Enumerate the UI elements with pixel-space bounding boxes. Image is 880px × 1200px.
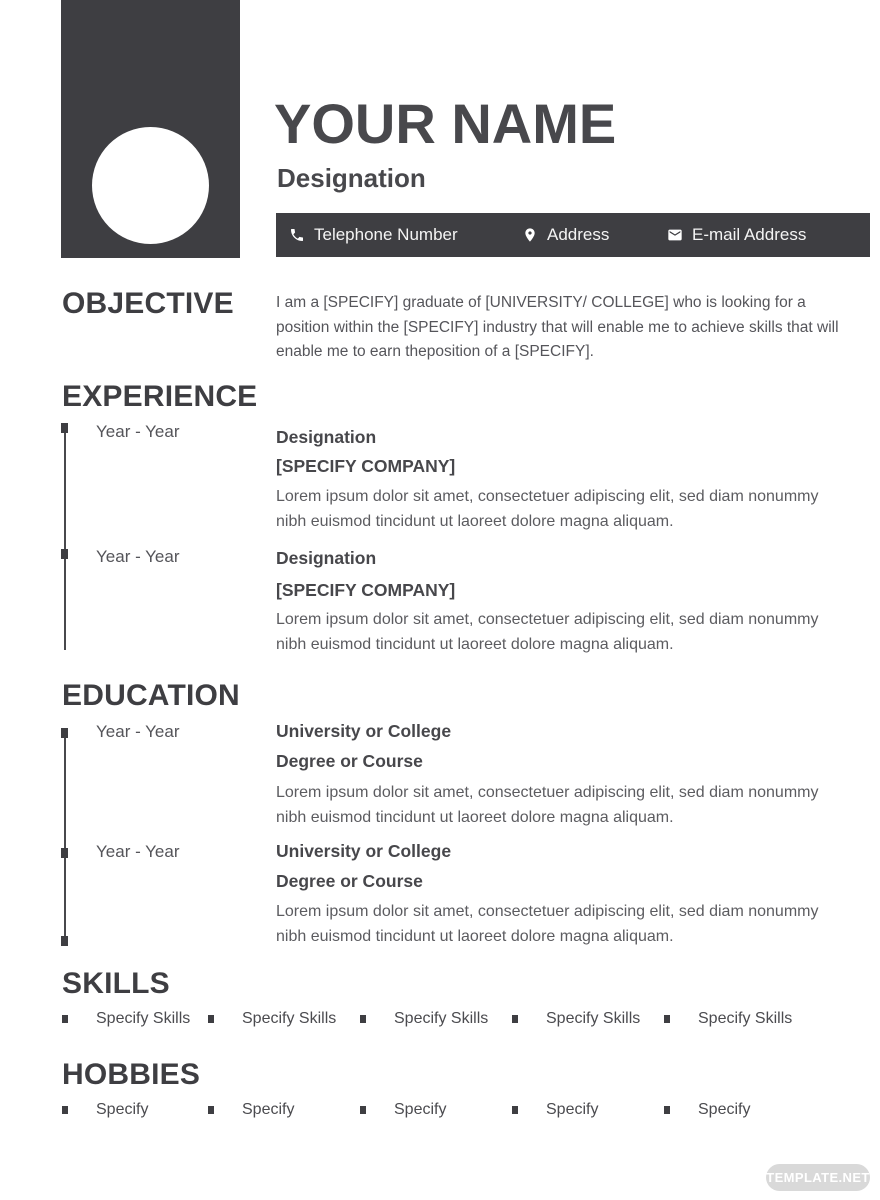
template-net-logo: TEMPLATE.NET bbox=[766, 1170, 870, 1185]
experience-description: Lorem ipsum dolor sit amet, consectetuer adipiscing elit, sed diam nonummy nibh euismod tincidunt ut laoreet dolore magna aliquam. bbox=[276, 488, 819, 530]
education-degree: Degree or Course bbox=[276, 871, 423, 891]
hobby-label: Specify bbox=[394, 1101, 447, 1118]
square-bullet-icon bbox=[208, 1015, 214, 1023]
square-bullet-icon bbox=[62, 1015, 68, 1023]
skill-label: Specify Skills bbox=[242, 1010, 337, 1027]
skill-item bbox=[62, 1010, 190, 1028]
profile-photo-placeholder bbox=[61, 0, 240, 258]
square-bullet-icon bbox=[360, 1015, 366, 1023]
hobby-item bbox=[664, 1101, 750, 1119]
experience-title: Designation bbox=[276, 427, 377, 447]
experience-company: [SPECIFY COMPANY] bbox=[276, 580, 456, 600]
avatar bbox=[92, 127, 209, 244]
location-icon bbox=[522, 227, 538, 243]
square-bullet-icon bbox=[62, 1106, 68, 1114]
timeline-marker bbox=[61, 936, 68, 946]
experience-timeline-line bbox=[64, 426, 66, 650]
education-school: University or College bbox=[276, 721, 452, 741]
contact-item-telephone bbox=[289, 213, 458, 257]
designation: Designation bbox=[277, 163, 426, 193]
phone-icon bbox=[289, 227, 305, 243]
education-degree: Degree or Course bbox=[276, 751, 423, 771]
contact-item-address bbox=[522, 213, 609, 257]
template-net-badge bbox=[766, 1164, 870, 1191]
education-description: Lorem ipsum dolor sit amet, consectetuer adipiscing elit, sed diam nonummy nibh euismod tincidunt ut laoreet dolore magna aliquam. bbox=[276, 903, 819, 945]
contact-label-address: Address bbox=[547, 225, 610, 244]
hobby-label: Specify bbox=[546, 1101, 599, 1118]
experience-heading: EXPERIENCE bbox=[62, 380, 258, 413]
timeline-marker bbox=[61, 549, 68, 559]
skill-label: Specify Skills bbox=[394, 1010, 489, 1027]
skill-label: Specify Skills bbox=[546, 1010, 641, 1027]
timeline-marker bbox=[61, 848, 68, 858]
hobby-label: Specify bbox=[242, 1101, 295, 1118]
square-bullet-icon bbox=[512, 1015, 518, 1023]
skill-item bbox=[360, 1010, 488, 1028]
experience-period: Year - Year bbox=[96, 422, 180, 441]
objective-text: I am a [SPECIFY] graduate of [UNIVERSITY/ COLLEGE] who is looking for a position within the [SPECIFY] industry that will enable me to achieve skills that will enable me to earn theposition of a [SPECIFY]. bbox=[276, 294, 839, 360]
square-bullet-icon bbox=[208, 1106, 214, 1114]
hobby-label: Specify bbox=[698, 1101, 751, 1118]
skill-item bbox=[208, 1010, 336, 1028]
square-bullet-icon bbox=[360, 1106, 366, 1114]
education-description: Lorem ipsum dolor sit amet, consectetuer adipiscing elit, sed diam nonummy nibh euismod tincidunt ut laoreet dolore magna aliquam. bbox=[276, 784, 819, 826]
hobbies-heading: HOBBIES bbox=[62, 1058, 201, 1091]
skill-item bbox=[512, 1010, 640, 1028]
page-title: YOUR NAME bbox=[274, 92, 617, 155]
experience-company: [SPECIFY COMPANY] bbox=[276, 456, 456, 476]
contact-item-email bbox=[667, 213, 806, 257]
education-school: University or College bbox=[276, 841, 452, 861]
contact-label-email: E-mail Address bbox=[692, 225, 807, 244]
hobby-item bbox=[360, 1101, 446, 1119]
skills-heading: SKILLS bbox=[62, 967, 170, 1000]
hobby-label: Specify bbox=[96, 1101, 149, 1118]
email-icon bbox=[667, 227, 683, 243]
timeline-marker bbox=[61, 728, 68, 738]
education-period: Year - Year bbox=[96, 722, 180, 741]
square-bullet-icon bbox=[664, 1106, 670, 1114]
contact-bar bbox=[276, 213, 870, 257]
objective-heading: OBJECTIVE bbox=[62, 287, 234, 320]
hobby-item bbox=[512, 1101, 598, 1119]
skill-label: Specify Skills bbox=[96, 1010, 191, 1027]
hobby-item bbox=[208, 1101, 294, 1119]
square-bullet-icon bbox=[512, 1106, 518, 1114]
experience-title: Designation bbox=[276, 548, 377, 568]
skill-label: Specify Skills bbox=[698, 1010, 793, 1027]
square-bullet-icon bbox=[664, 1015, 670, 1023]
timeline-marker bbox=[61, 423, 68, 433]
skill-item bbox=[664, 1010, 792, 1028]
experience-period: Year - Year bbox=[96, 547, 180, 566]
contact-label-telephone: Telephone Number bbox=[314, 225, 458, 244]
education-heading: EDUCATION bbox=[62, 679, 240, 712]
education-timeline-line bbox=[64, 731, 66, 943]
education-period: Year - Year bbox=[96, 842, 180, 861]
hobby-item bbox=[62, 1101, 148, 1119]
experience-description: Lorem ipsum dolor sit amet, consectetuer adipiscing elit, sed diam nonummy nibh euismod tincidunt ut laoreet dolore magna aliquam. bbox=[276, 611, 819, 653]
